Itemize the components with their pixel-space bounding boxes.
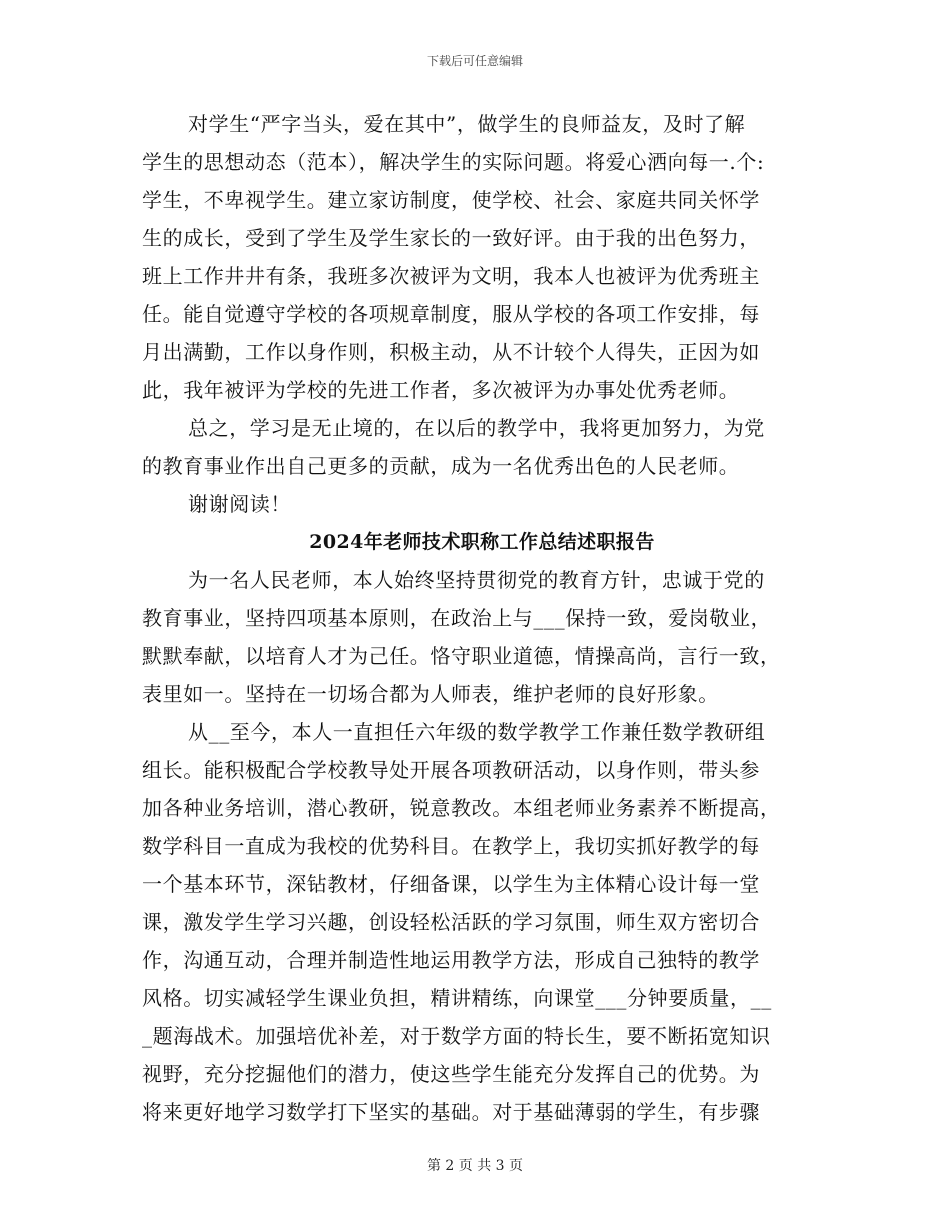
text-line: 作，沟通互动，合理并制造性地运用教学方法，形成自己独特的教学 <box>142 948 760 972</box>
text-line: 加各种业务培训，潜心教研，锐意教改。本组老师业务素养不断提高， <box>142 796 781 820</box>
text-line: 对学生“严字当头，爱在其中”，做学生的良师益友，及时了解 <box>188 112 746 136</box>
page-header: 下载后可任意编辑 <box>426 54 523 68</box>
text-line: 数学科目一直成为我校的优势科目。在教学上，我切实抓好教学的每 <box>142 834 760 858</box>
text-line: 班上工作井井有条，我班多次被评为文明，我本人也被评为优秀班主 <box>142 264 760 288</box>
text-line: _题海战术。加强培优补差，对于数学方面的特长生，要不断拓宽知识 <box>142 1024 771 1048</box>
text-line: 任。能自觉遵守学校的各项规章制度，服从学校的各项工作安排，每 <box>142 302 760 326</box>
text-line: 的教育事业作出自己更多的贡献，成为一名优秀出色的人民老师。 <box>142 454 740 478</box>
paragraph <box>142 561 822 713</box>
text-line: 从__至今，本人一直担任六年级的数学教学工作兼任数学教研组 <box>188 720 766 744</box>
text-line: 将来更好地学习数学打下坚实的基础。对于基础薄弱的学生，有步骤 <box>142 1100 760 1124</box>
paragraph <box>142 409 822 485</box>
text-line: 此，我年被评为学校的先进工作者，多次被评为办事处优秀老师。 <box>142 378 740 402</box>
text-line: 一个基本环节，深钻教材，仔细备课，以学生为主体精心设计每一堂 <box>142 872 760 896</box>
text-line: 总之，学习是无止境的，在以后的教学中，我将更加努力，为党 <box>188 416 765 440</box>
text-line: 视野，充分挖掘他们的潜力，使这些学生能充分发挥自己的优势。为 <box>142 1062 760 1086</box>
text-line: 风格。切实减轻学生课业负担，精讲精练，向课堂___分钟要质量，__ <box>142 986 772 1010</box>
text-line: 为一名人民老师，本人始终坚持贯彻党的教育方针，忠诚于党的 <box>188 568 765 592</box>
text-line: 月出满勤，工作以身作则，积极主动，从不计较个人得失，正因为如 <box>142 340 760 364</box>
text-line: 表里如一。坚持在一切场合都为人师表，维护老师的良好形象。 <box>142 682 719 706</box>
text-line: 默默奉献，以培育人才为己任。恪守职业道德，情操高尚，言行一致， <box>142 644 781 668</box>
paragraph <box>142 485 822 523</box>
section-title: 2024年老师技术职称工作总结述职报告 <box>309 531 655 553</box>
text-line: 学生，不卑视学生。建立家访制度，使学校、社会、家庭共同关怀学 <box>142 188 760 212</box>
paragraph <box>142 105 822 409</box>
text-line: 谢谢阅读！ <box>188 492 291 516</box>
page-footer: 第 2 页 共 3 页 <box>426 1158 524 1174</box>
document-body <box>142 105 822 1131</box>
text-line: 学生的思想动态（范本），解决学生的实际问题。将爱心洒向每一.个: <box>142 150 765 174</box>
text-line: 教育事业，坚持四项基本原则，在政治上与___保持一致，爱岗敬业， <box>142 606 772 630</box>
paragraph <box>142 713 822 1131</box>
text-line: 课，激发学生学习兴趣，创设轻松活跃的学习氛围，师生双方密切合 <box>142 910 760 934</box>
text-line: 组长。能积极配合学校教导处开展各项教研活动，以身作则，带头参 <box>142 758 760 782</box>
text-line: 生的成长，受到了学生及学生家长的一致好评。由于我的出色努力， <box>142 226 760 250</box>
